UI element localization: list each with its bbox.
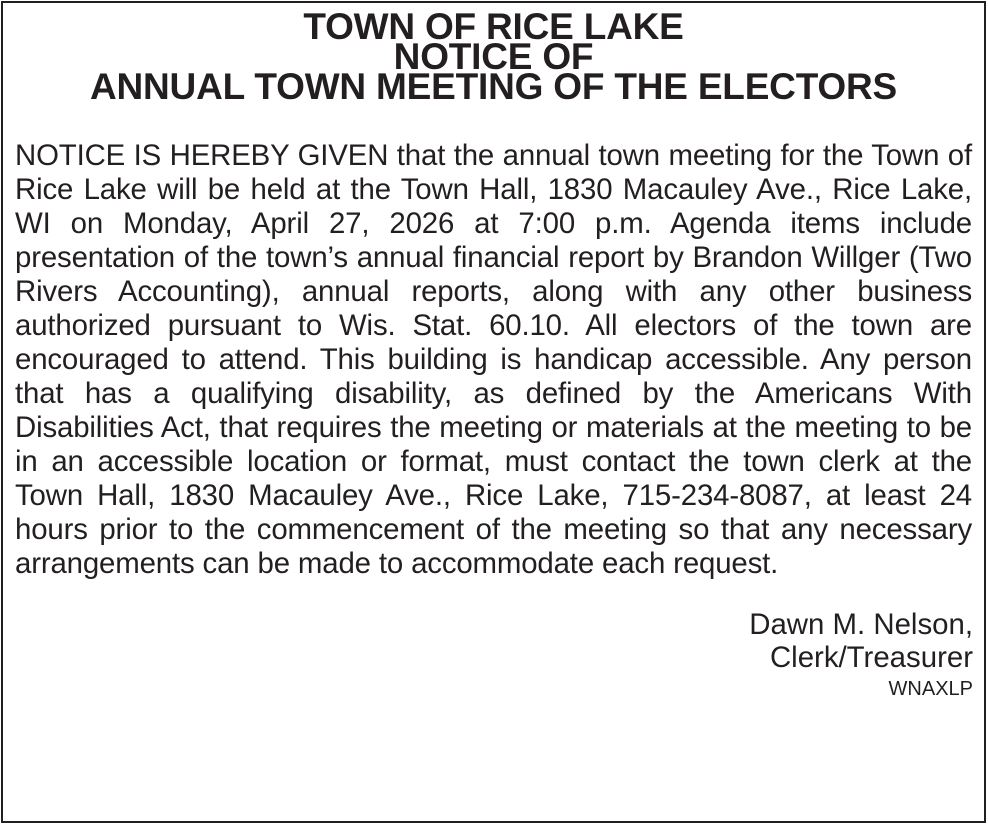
- signer-title: Clerk/Treasurer: [769, 641, 973, 674]
- publication-code: WNAXLP: [888, 678, 973, 700]
- notice-title-town: TOWN OF RICE LAKE: [303, 6, 684, 47]
- signature-block: [3, 608, 973, 706]
- notice-body: NOTICE IS HEREBY GIVEN that the annual town meeting for the Town of Rice Lake will be held at the Town Hall, 1830 Macauley Ave., Rice Lake, WI on Monday, April 27, 2026 at 7:00 p.m. Agenda items include presentation of the town’s annual financial report by Brandon Willger (Two Rivers Accounting), annual reports, along with any other business authorized pursuant to Wis. Stat. 60.10. All electors of the town are encouraged to attend. This building is handicap accessible. Any person that has a qualifying disability, as defined by the Americans With Disabilities Act, that requires the meeting or materials at the meeting to be in an accessible location or format, must contact the town clerk at the Town Hall, 1830 Macauley Ave., Rice Lake, 715-234-8087, at least 24 hours prior to the commencement of the meeting so that any necessary arrangements can be made to accommodate each request.: [15, 139, 972, 580]
- legal-notice: [1, 1, 986, 823]
- notice-title-meeting: ANNUAL TOWN MEETING OF THE ELECTORS: [89, 66, 898, 107]
- notice-title-notice-of: NOTICE OF: [393, 36, 594, 77]
- notice-header: [3, 3, 984, 107]
- signer-name: Dawn M. Nelson,: [749, 608, 973, 641]
